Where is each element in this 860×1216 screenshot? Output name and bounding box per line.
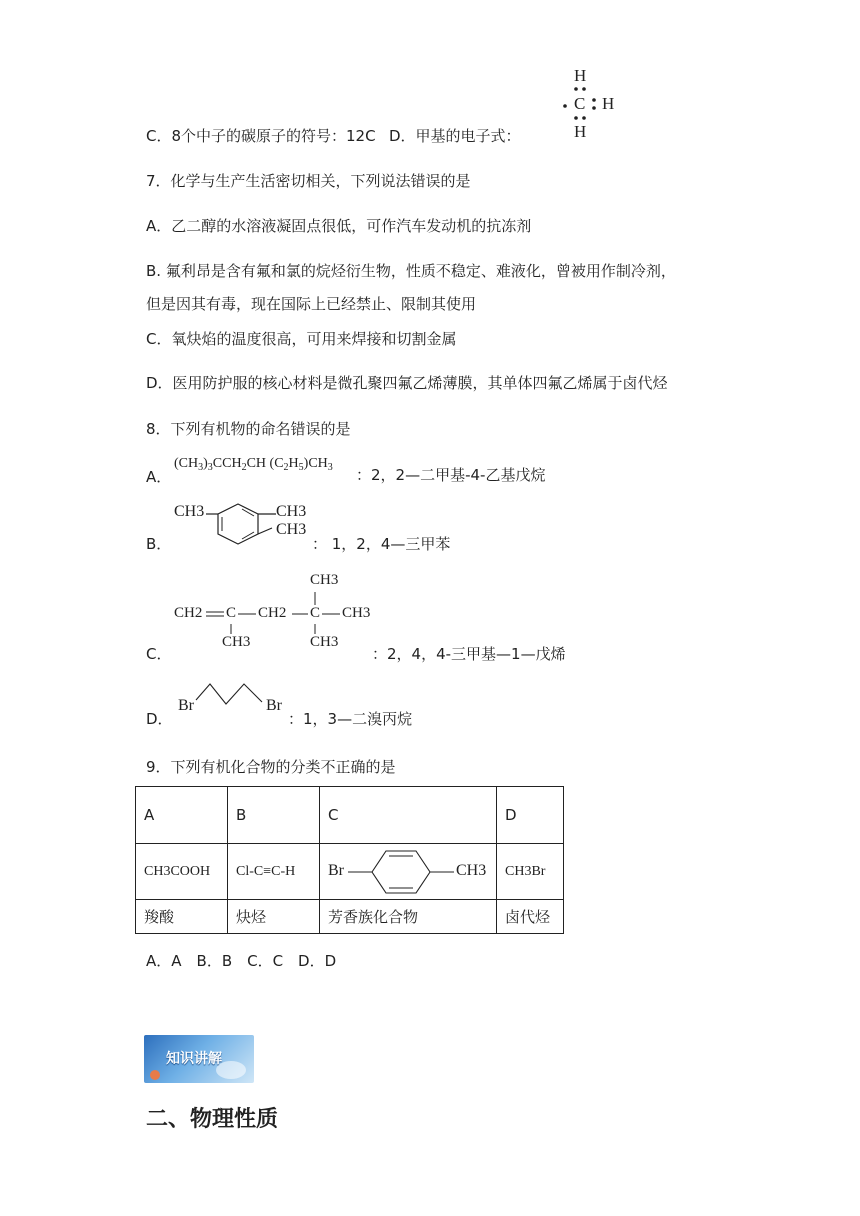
table-header: A <box>136 787 228 844</box>
q8-c-name: ：2，4，4-三甲基—1—戊烯 <box>372 645 566 663</box>
q8-d-name: ：1，3—二溴丙烷 <box>288 710 413 728</box>
table-header: B <box>228 787 320 844</box>
q8-option-a-label: A． <box>146 468 172 486</box>
q7-stem: 7．化学与生产生活密切相关，下列说法错误的是 <box>146 172 471 190</box>
electron-dots <box>560 66 630 146</box>
q8-a-name: ：2，2—二甲基-4-乙基戊烷 <box>356 466 546 484</box>
table-cell: 芳香族化合物 <box>320 900 497 934</box>
c-structure-bonds <box>174 572 374 656</box>
table-cell: CH3Br <box>497 844 564 900</box>
d-zigzag-bonds <box>174 680 294 720</box>
q8-option-c-label: C． <box>146 645 172 663</box>
q7-option-b-line1: B. 氟利昂是含有氟和氯的烷烃衍生物，性质不稳定、难液化，曾被用作制冷剂， <box>146 262 676 280</box>
q8-d-dibromopropane: Br Br <box>174 680 294 720</box>
q6-option-d: D．甲基的电子式： <box>389 127 521 145</box>
q8-c-structure: CH2 C CH2 C CH3 CH3 CH3 CH3 <box>174 572 374 656</box>
knowledge-badge <box>144 1035 254 1083</box>
table-cell: CH3COOH <box>136 844 228 900</box>
table-cell: 卤代烃 <box>497 900 564 934</box>
table-header: C <box>320 787 497 844</box>
classification-table <box>135 786 564 934</box>
q8-b-trimethylbenzene: CH3 CH3 CH3 <box>174 500 314 550</box>
table-cell-bromotoluene: Br CH3 <box>320 844 497 900</box>
table-cell: Cl-C≡C-H <box>228 844 320 900</box>
benzene-ring-table <box>328 847 488 897</box>
section-heading: 二、物理性质 <box>146 1107 279 1132</box>
q8-option-d-label: D． <box>146 710 173 728</box>
q7-option-a: A．乙二醇的水溶液凝固点很低，可作汽车发动机的抗冻剂 <box>146 217 532 235</box>
q8-a-formula: $(CH_3)_3CCH_2CH$ $(C_2H_5)CH_3$ <box>174 456 333 473</box>
q6-option-c: C．8个中子的碳原子的符号：12C <box>146 127 376 145</box>
q8-option-b-label: B． <box>146 535 172 553</box>
q8-b-name: ： 1，2，4—三甲苯 <box>312 535 451 553</box>
q7-option-b-line2: 但是因其有毒，现在国际上已经禁止、限制其使用 <box>146 295 477 313</box>
benzene-ring-b <box>174 500 314 550</box>
sun-icon <box>150 1070 160 1080</box>
badge-label: 知识讲解 <box>166 1051 222 1067</box>
q7-option-c: C．氧炔焰的温度很高，可用来焊接和切割金属 <box>146 330 457 348</box>
q9-answer-options: A．A B．B C．C D．D <box>146 952 337 970</box>
q8-stem: 8．下列有机物的命名错误的是 <box>146 420 351 438</box>
table-cell: 羧酸 <box>136 900 228 934</box>
table-header: D <box>497 787 564 844</box>
q9-stem: 9．下列有机化合物的分类不正确的是 <box>146 758 396 776</box>
methyl-electron-formula: H C H H <box>560 66 630 146</box>
table-cell: 炔烃 <box>228 900 320 934</box>
q7-option-d: D．医用防护服的核心材料是微孔聚四氟乙烯薄膜，其单体四氟乙烯属于卤代烃 <box>146 374 668 392</box>
